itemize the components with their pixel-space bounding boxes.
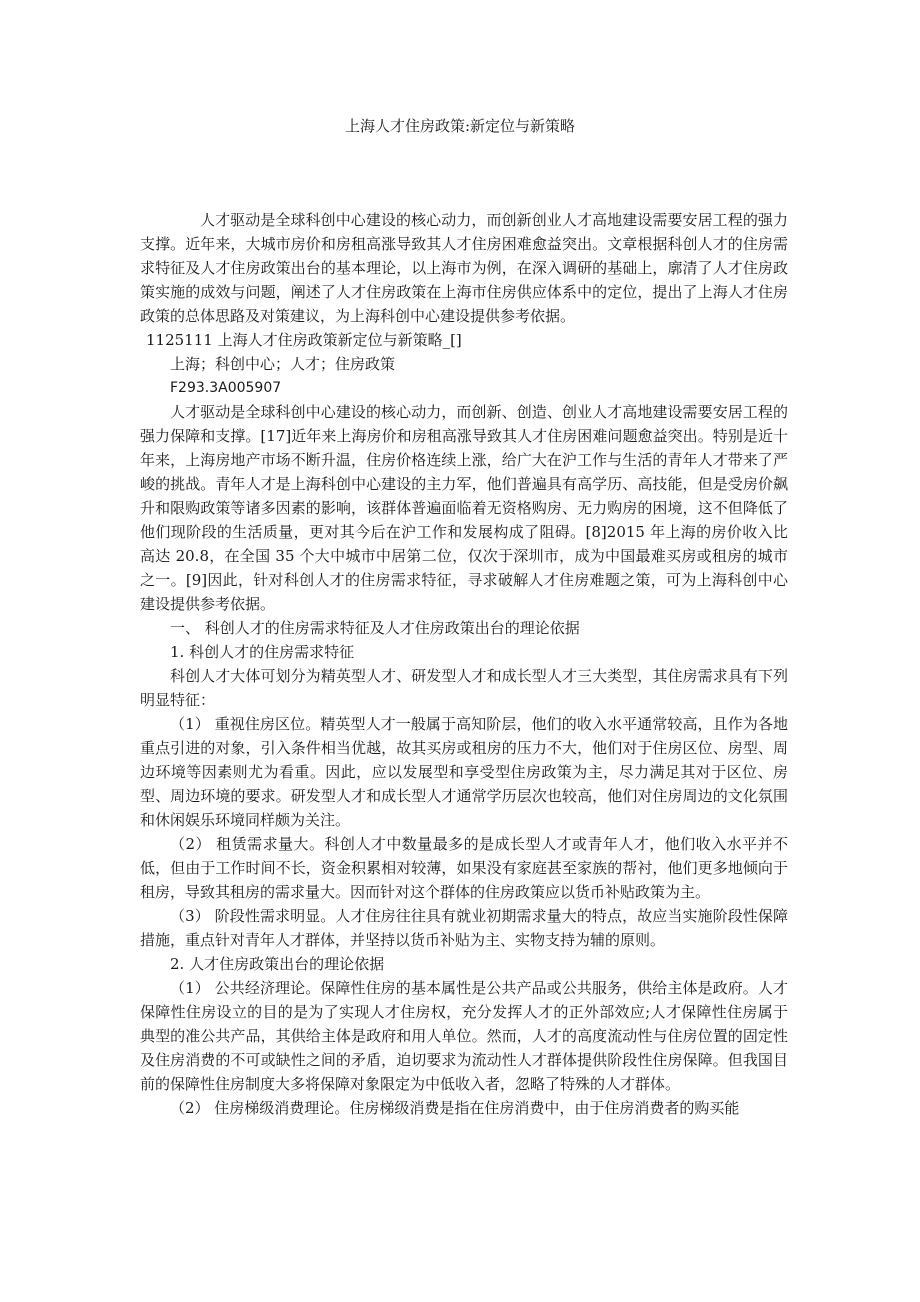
classification-code: F293.3A005907 xyxy=(170,380,282,396)
id-line: 1125111 上海人才住房政策新定位与新策略_[] xyxy=(146,331,462,349)
document-body xyxy=(140,208,788,1120)
keywords-line: 上海；科创中心；人才；住房政策 xyxy=(170,355,396,373)
list-item: （1） 重视住房区位。精英型人才一般属于高知阶层，他们的收入水平通常较高，且作为各地重点引进的对象，引入条件相当优越，故其买房或租房的压力不大，他们对于住房区位、房型、周边环境等因素则尤为看重。因此，应以发展型和享受型住房政策为主，尽力满足其对于区位、房型、周边环境的要求。研发型人才和成长型人才通常学历层次也较高，他们对住房周边的文化氛围和休闲娱乐环境同样颇为关注。 xyxy=(140,715,788,829)
list-item: （1） 公共经济理论。保障性住房的基本属性是公共产品或公共服务，供给主体是政府。人才保障性住房设立的目的是为了实现人才住房权，充分发挥人才的正外部效应;人才保障性住房属于典型的准公共产品，其供给主体是政府和用人单位。然而，人才的高度流动性与住房位置的固定性及住房消费的不可或缺性之间的矛盾，迫切要求为流动性人才群体提供阶段性住房保障。但我国目前的保障性住房制度大多将保障对象限定为中低收入者，忽略了特殊的人才群体。 xyxy=(140,979,788,1093)
list-item: （3） 阶段性需求明显。人才住房往往具有就业初期需求量大的特点，故应当实施阶段性保障措施，重点针对青年人才群体，并坚持以货币补贴为主、实物支持为辅的原则。 xyxy=(140,907,788,949)
paragraph: 科创人才大体可划分为精英型人才、研发型人才和成长型人才三大类型，其住房需求具有下列明显特征： xyxy=(140,667,788,709)
subsection-heading: 2. 人才住房政策出台的理论依据 xyxy=(170,955,385,973)
intro-paragraph: 人才驱动是全球科创中心建设的核心动力，而创新、创造、创业人才高地建设需要安居工程的强力保障和支撑。[17]近年来上海房价和房租高涨导致其人才住房困难问题愈益突出。特别是近十年来，上海房地产市场不断升温，住房价格连续上涨，给广大在沪工作与生活的青年人才带来了严峻的挑战。青年人才是上海科创中心建设的主力军，他们普遍具有高学历、高技能，但是受房价飙升和限购政策等诸多因素的影响，该群体普遍面临着无资格购房、无力购房的困境，这不但降低了他们现阶段的生活质量，更对其今后在沪工作和发展构成了阻碍。[8]2015 年上海的房价收入比高达 20.8，在全国 35 个大中城市中居第二位，仅次于深圳市，成为中国最难买房或租房的城市之一。[9]因此，针对科创人才的住房需求特征，寻求破解人才住房难题之策，可为上海科创中心建设提供参考依据。 xyxy=(140,403,788,613)
subsection-heading: 1. 科创人才的住房需求特征 xyxy=(170,643,355,661)
list-item: （2） 租赁需求量大。科创人才中数量最多的是成长型人才或青年人才，他们收入水平并不低，但由于工作时间不长，资金积累相对较薄，如果没有家庭甚至家族的帮衬，他们更多地倾向于租房，导致其租房的需求量大。因而针对这个群体的住房政策应以货币补贴政策为主。 xyxy=(140,835,788,901)
document-title: 上海人才住房政策:新定位与新策略 xyxy=(344,117,576,135)
abstract-paragraph: 人才驱动是全球科创中心建设的核心动力，而创新创业人才高地建设需要安居工程的强力支撑。近年来，大城市房价和房租高涨导致其人才住房困难愈益突出。文章根据科创人才的住房需求特征及人才住房政策出台的基本理论，以上海市为例，在深入调研的基础上，廓清了人才住房政策实施的成效与问题，阐述了人才住房政策在上海市住房供应体系中的定位，提出了上海人才住房政策的总体思路及对策建议，为上海科创中心建设提供参考依据。 xyxy=(140,211,788,325)
list-item: （2） 住房梯级消费理论。住房梯级消费是指在住房消费中，由于住房消费者的购买能 xyxy=(170,1099,740,1117)
section-heading: 一、 科创人才的住房需求特征及人才住房政策出台的理论依据 xyxy=(170,619,580,637)
